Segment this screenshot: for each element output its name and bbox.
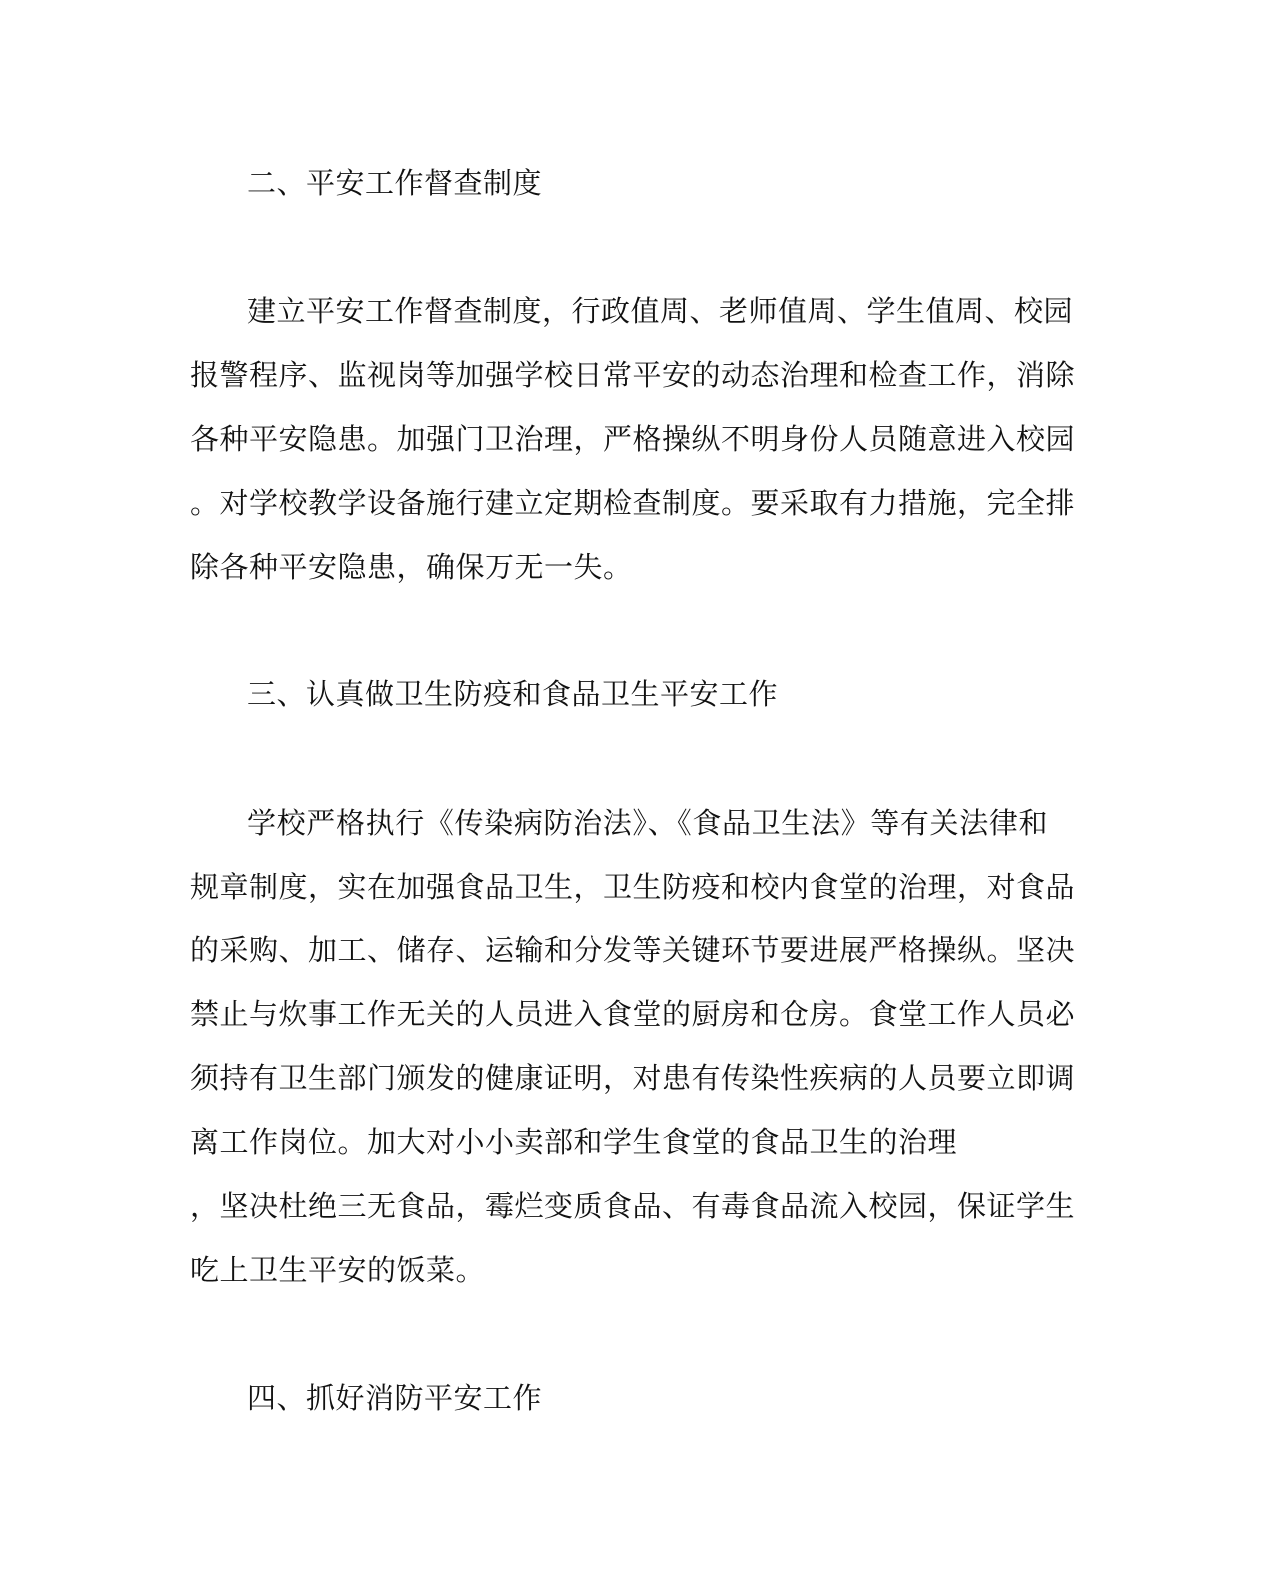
paragraph-line: 吃上卫生平安的饭菜。 [190,1253,486,1287]
paragraph-line: 报警程序、监视岗等加强学校日常平安的动态治理和检查工作，消除 [190,358,1076,392]
paragraph-line: 。对学校教学设备施行建立定期检查制度。要采取有力措施，完全排 [190,486,1076,520]
paragraph-line: 离工作岗位。加大对小小卖部和学生食堂的食品卫生的治理 [190,1125,958,1159]
paragraph-line: 各种平安隐患。加强门卫治理，严格操纵不明身份人员随意进入校园 [190,422,1076,456]
paragraph-line: 建立平安工作督查制度，行政值周、老师值周、学生值周、校园 [247,294,1074,328]
section-heading: 二、平安工作督查制度 [247,166,543,200]
paragraph-line: 禁止与炊事工作无关的人员进入食堂的厨房和仓房。食堂工作人员必 [190,997,1076,1031]
section-heading: 三、认真做卫生防疫和食品卫生平安工作 [247,677,779,711]
paragraph-line: 除各种平安隐患，确保万无一失。 [190,550,633,584]
paragraph-line: 的采购、加工、储存、运输和分发等关键环节要进展严格操纵。坚决 [190,933,1076,967]
paragraph-line: 须持有卫生部门颁发的健康证明，对患有传染性疾病的人员要立即调 [190,1061,1076,1095]
section-heading: 四、抓好消防平安工作 [247,1381,543,1415]
paragraph-line: 学校严格执行《传染病防治法》、《食品卫生法》等有关法律和 [247,806,1048,840]
paragraph-line: ，坚决杜绝三无食品，霉烂变质食品、有毒食品流入校园，保证学生 [190,1189,1076,1223]
paragraph-line: 规章制度，实在加强食品卫生，卫生防疫和校内食堂的治理，对食品 [190,870,1076,904]
